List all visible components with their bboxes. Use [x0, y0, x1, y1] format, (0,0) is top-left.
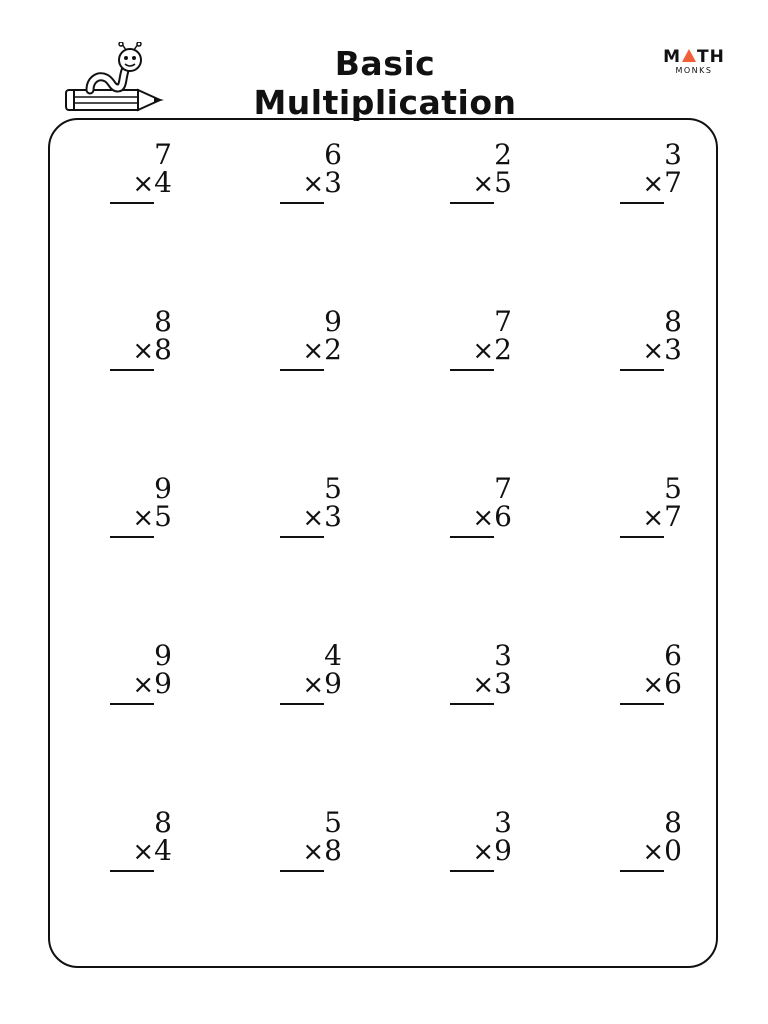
multiplier-row: [620, 168, 684, 199]
multiplier: 7: [664, 500, 682, 533]
multiplicand: 3: [494, 806, 512, 839]
multiplication-problem: [280, 474, 344, 544]
times-sign: ×: [132, 503, 155, 533]
multiplier-row: [280, 669, 344, 700]
multiplier-row: [110, 168, 174, 199]
answer-line: [620, 202, 664, 204]
problems-panel: [48, 118, 718, 968]
multiplicand: 5: [324, 472, 342, 505]
multiplier: 4: [154, 834, 172, 867]
answer-line: [110, 703, 154, 705]
multiplier-row: [450, 335, 514, 366]
times-sign: ×: [132, 169, 155, 199]
worksheet-header: [0, 0, 768, 122]
multiplication-problem: [110, 641, 174, 711]
times-sign: ×: [132, 837, 155, 867]
multiplicand: 7: [494, 305, 512, 338]
logo-subtext: MONKS: [675, 66, 713, 75]
multiplier: 3: [324, 166, 342, 199]
times-sign: ×: [472, 169, 495, 199]
answer-line: [450, 369, 494, 371]
multiplicand: 3: [494, 639, 512, 672]
multiplication-problem: [110, 474, 174, 544]
multiplier: 3: [664, 333, 682, 366]
multiplier: 8: [154, 333, 172, 366]
multiplication-problem: [280, 641, 344, 711]
logo-text-right: TH: [697, 47, 725, 67]
times-sign: ×: [472, 336, 495, 366]
times-sign: ×: [472, 837, 495, 867]
multiplier-row: [280, 836, 344, 867]
answer-line: [110, 870, 154, 872]
worm-on-pencil-icon: [60, 42, 170, 114]
multiplier: 5: [154, 500, 172, 533]
answer-line: [110, 202, 154, 204]
times-sign: ×: [642, 670, 665, 700]
multiplicand: 8: [664, 806, 682, 839]
multiplier-row: [110, 335, 174, 366]
multiplier: 2: [494, 333, 512, 366]
times-sign: ×: [472, 503, 495, 533]
multiplication-problem: [620, 808, 684, 878]
times-sign: ×: [642, 503, 665, 533]
times-sign: ×: [132, 336, 155, 366]
multiplier-row: [620, 669, 684, 700]
multiplicand: 6: [324, 138, 342, 171]
answer-line: [620, 536, 664, 538]
answer-line: [280, 536, 324, 538]
times-sign: ×: [302, 336, 325, 366]
multiplicand: 8: [154, 806, 172, 839]
answer-line: [620, 703, 664, 705]
logo-text-left: M: [663, 47, 682, 67]
multiplier-row: [280, 335, 344, 366]
multiplicand: 9: [324, 305, 342, 338]
multiplier-row: [110, 669, 174, 700]
times-sign: ×: [642, 837, 665, 867]
multiplication-problem: [280, 140, 344, 210]
multiplier-row: [450, 502, 514, 533]
multiplication-problem: [620, 641, 684, 711]
multiplier-row: [280, 502, 344, 533]
multiplication-problem: [620, 140, 684, 210]
logo-triangle-icon: [682, 49, 696, 62]
times-sign: ×: [302, 670, 325, 700]
multiplication-problem: [450, 808, 514, 878]
answer-line: [620, 369, 664, 371]
multiplication-problem: [620, 307, 684, 377]
times-sign: ×: [472, 670, 495, 700]
multiplication-problem: [450, 140, 514, 210]
multiplication-problem: [450, 307, 514, 377]
multiplier-row: [450, 168, 514, 199]
multiplicand: 5: [664, 472, 682, 505]
times-sign: ×: [132, 670, 155, 700]
answer-line: [280, 870, 324, 872]
multiplicand: 9: [154, 639, 172, 672]
multiplication-problem: [280, 808, 344, 878]
multiplier-row: [620, 836, 684, 867]
multiplier-row: [620, 335, 684, 366]
times-sign: ×: [642, 336, 665, 366]
multiplicand: 3: [664, 138, 682, 171]
answer-line: [450, 703, 494, 705]
page-title: Basic Multiplication: [253, 44, 517, 122]
multiplier: 5: [494, 166, 512, 199]
multiplier-row: [450, 669, 514, 700]
times-sign: ×: [642, 169, 665, 199]
times-sign: ×: [302, 169, 325, 199]
answer-line: [450, 870, 494, 872]
multiplicand: 7: [154, 138, 172, 171]
multiplicand: 8: [154, 305, 172, 338]
answer-line: [110, 536, 154, 538]
multiplier: 6: [494, 500, 512, 533]
multiplicand: 8: [664, 305, 682, 338]
multiplicand: 4: [324, 639, 342, 672]
multiplication-problem: [110, 808, 174, 878]
multiplier: 3: [324, 500, 342, 533]
answer-line: [280, 369, 324, 371]
times-sign: ×: [302, 503, 325, 533]
multiplication-problem: [620, 474, 684, 544]
multiplier: 3: [494, 667, 512, 700]
answer-line: [110, 369, 154, 371]
multiplier: 4: [154, 166, 172, 199]
multiplier: 7: [664, 166, 682, 199]
answer-line: [280, 703, 324, 705]
answer-line: [450, 202, 494, 204]
multiplier-row: [450, 836, 514, 867]
answer-line: [620, 870, 664, 872]
multiplier-row: [620, 502, 684, 533]
multiplication-problem: [450, 641, 514, 711]
multiplication-problem: [110, 140, 174, 210]
multiplier: 2: [324, 333, 342, 366]
multiplier: 8: [324, 834, 342, 867]
multiplication-problem: [110, 307, 174, 377]
multiplicand: 5: [324, 806, 342, 839]
multiplication-problem: [280, 307, 344, 377]
multiplier: 9: [154, 667, 172, 700]
multiplier-row: [280, 168, 344, 199]
answer-line: [280, 202, 324, 204]
multiplier: 6: [664, 667, 682, 700]
multiplier-row: [110, 502, 174, 533]
multiplier-row: [110, 836, 174, 867]
answer-line: [450, 536, 494, 538]
multiplier: 9: [494, 834, 512, 867]
multiplier: 0: [664, 834, 682, 867]
multiplication-problem: [450, 474, 514, 544]
multiplicand: 2: [494, 138, 512, 171]
math-monks-logo: [660, 48, 728, 82]
multiplicand: 7: [494, 472, 512, 505]
multiplicand: 6: [664, 639, 682, 672]
multiplier: 9: [324, 667, 342, 700]
multiplicand: 9: [154, 472, 172, 505]
times-sign: ×: [302, 837, 325, 867]
